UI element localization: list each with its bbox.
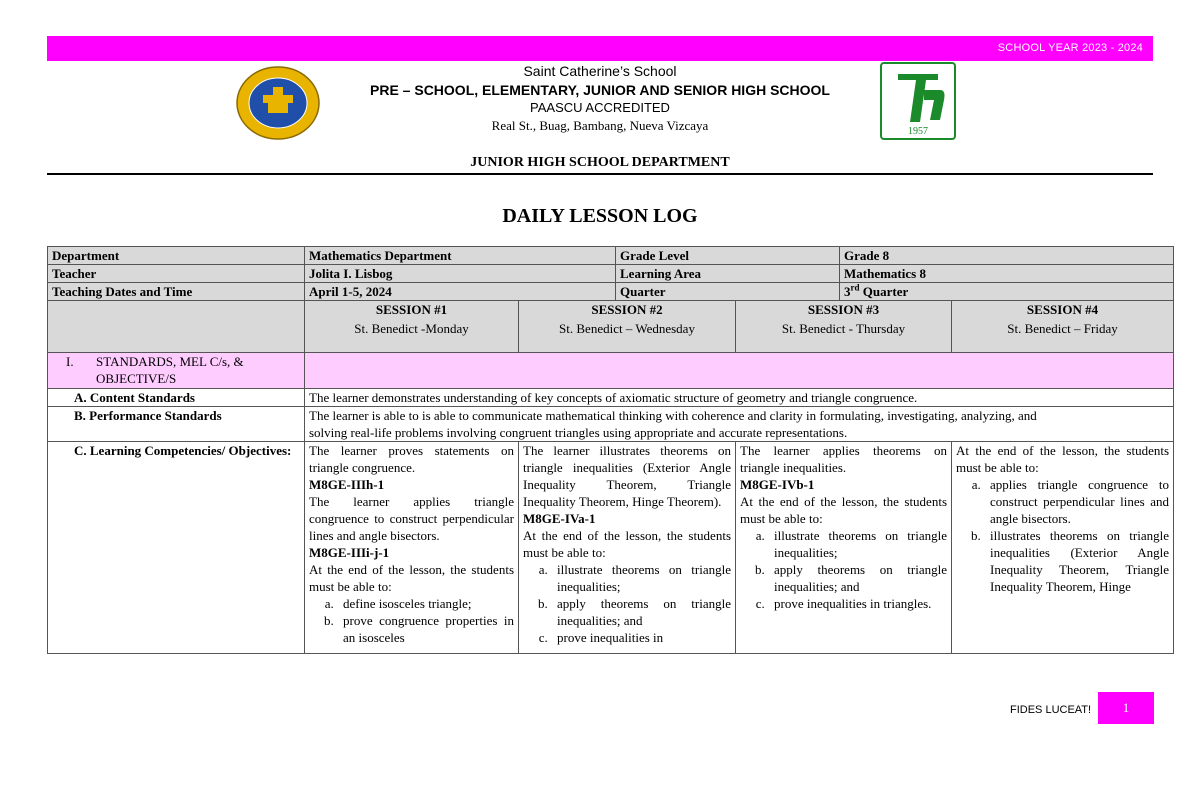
- content-standards-row: [48, 389, 1174, 407]
- list-item: b. apply theorems on triangle inequalities; and: [768, 561, 947, 595]
- list-item: a. define isosceles triangle;: [337, 595, 514, 612]
- list-item: a. illustrate theorems on triangle inequalities;: [768, 527, 947, 561]
- list-item: a. illustrate theorems on triangle inequalities;: [551, 561, 731, 595]
- competency-code: M8GE-IIIh-1: [309, 477, 385, 492]
- session-3-objectives: The learner applies theorems on triangle inequalities. M8GE-IVb-1 At the end of the lesson, the students must be able to: a. illustrate theorems on triangle inequalities; b. apply theorems on triangle inequalities; and c. prove inequalities in triangles.: [736, 442, 952, 654]
- performance-standards-label: B. Performance Standards: [48, 407, 305, 442]
- sessions-row: [48, 301, 1174, 353]
- dates-value: April 1-5, 2024: [305, 283, 616, 301]
- competency-code: M8GE-IIIi-j-1: [309, 545, 390, 560]
- school-emblem-logo: [880, 62, 956, 140]
- info-row-dates: [48, 283, 1174, 301]
- list-item: b. illustrates theorems on triangle inequalities (Exterior Angle Inequality Theorem, Triangle Inequality Theorem, Hinge: [984, 527, 1169, 595]
- competency-code: M8GE-IVa-1: [523, 511, 596, 526]
- objective-list: [523, 561, 731, 646]
- department-label: Department: [48, 247, 305, 265]
- school-seal-logo: [235, 65, 321, 141]
- list-item: c. prove inequalities in triangles.: [768, 595, 947, 612]
- content-standards-label: A. Content Standards: [48, 389, 305, 407]
- section-1-row: [48, 353, 1174, 389]
- dates-label: Teaching Dates and Time: [48, 283, 305, 301]
- list-item: b. prove congruence properties in an isosceles: [337, 612, 514, 646]
- document-title: DAILY LESSON LOG: [502, 205, 698, 227]
- objective-list: [740, 527, 947, 612]
- grade-level-label: Grade Level: [616, 247, 840, 265]
- list-item: b. apply theorems on triangle inequalities; and: [551, 595, 731, 629]
- school-name: Saint Catherine’s School: [523, 63, 677, 79]
- teacher-label: Teacher: [48, 265, 305, 283]
- header-divider: [47, 173, 1153, 175]
- teacher-value: Jolita I. Lisbog: [305, 265, 616, 283]
- sessions-blank-cell: [48, 301, 305, 353]
- grade-level-value: Grade 8: [840, 247, 1174, 265]
- performance-standards-row: [48, 407, 1174, 442]
- session-2-objectives: The learner illustrates theorems on triangle inequalities (Exterior Angle Inequality Theorem, Triangle Inequality Theorem, Hinge Theorem). M8GE-IVa-1 At the end of the lesson, the students must be able to: a. illustrate theorems on triangle inequalities; b. apply theorems on triangle inequalities; and c. prove inequalities in: [519, 442, 736, 654]
- department-value: Mathematics Department: [305, 247, 616, 265]
- content-standards-value: The learner demonstrates understanding of key concepts of axiomatic structure of geometry and triangle congruence.: [305, 389, 1174, 407]
- info-row-teacher: [48, 265, 1174, 283]
- motto: FIDES LUCEAT!: [1010, 704, 1092, 716]
- session-2-header: SESSION #2 St. Benedict – Wednesday: [519, 301, 736, 353]
- objective-list: [309, 595, 514, 646]
- objective-list: [956, 476, 1169, 595]
- session-1-objectives: The learner proves statements on triangle congruence. M8GE-IIIh-1 The learner applies triangle congruence to construct perpendicular lines and angle bisectors. M8GE-IIIi-j-1 At the end of the lesson, the students must be able to: a. define isosceles triangle; b. prove congruence properties in an isosceles: [305, 442, 519, 654]
- session-4-objectives: At the end of the lesson, the students must be able to: a. applies triangle congruence to construct perpendicular lines and angle bisectors. b. illustrates theorems on triangle inequalities (Exterior Angle Inequality Theorem, Triangle Inequality Theorem, Hinge: [952, 442, 1174, 654]
- learning-area-value: Mathematics 8: [840, 265, 1174, 283]
- section-1-blank: [305, 353, 1174, 389]
- session-1-header: SESSION #1 St. Benedict -Monday: [305, 301, 519, 353]
- list-item: c. prove inequalities in: [551, 629, 731, 646]
- competencies-row: [48, 442, 1174, 654]
- competencies-label: C. Learning Competencies/ Objectives:: [48, 442, 305, 654]
- session-3-header: SESSION #3 St. Benedict - Thursday: [736, 301, 952, 353]
- accreditation: PAASCU ACCREDITED: [530, 100, 670, 115]
- section-1-heading: I. STANDARDS, MEL C/s, & OBJECTIVE/S: [48, 353, 305, 389]
- department-heading: JUNIOR HIGH SCHOOL DEPARTMENT: [470, 155, 730, 170]
- school-address: Real St., Buag, Bambang, Nueva Vizcaya: [491, 118, 709, 133]
- session-4-header: SESSION #4 St. Benedict – Friday: [952, 301, 1174, 353]
- competency-code: M8GE-IVb-1: [740, 477, 815, 492]
- quarter-value: 3rd Quarter: [840, 283, 1174, 301]
- list-item: a. applies triangle congruence to construct perpendicular lines and angle bisectors.: [984, 476, 1169, 527]
- quarter-label: Quarter: [616, 283, 840, 301]
- school-year: SCHOOL YEAR 2023 - 2024: [997, 42, 1143, 54]
- school-levels: PRE – SCHOOL, ELEMENTARY, JUNIOR AND SENIOR HIGH SCHOOL: [370, 82, 830, 98]
- info-row-department: [48, 247, 1174, 265]
- page-number: 1: [1098, 692, 1154, 724]
- performance-standards-value: The learner is able to is able to communicate mathematical thinking with coherence and clarity in formulating, investigating, analyzing, and solving real-life problems involving congruent triangles using appropriate and accurate representations.: [305, 407, 1174, 442]
- learning-area-label: Learning Area: [616, 265, 840, 283]
- lesson-log-table: [47, 246, 1174, 654]
- logo-year: 1957: [908, 126, 928, 137]
- header-band: [47, 36, 1153, 61]
